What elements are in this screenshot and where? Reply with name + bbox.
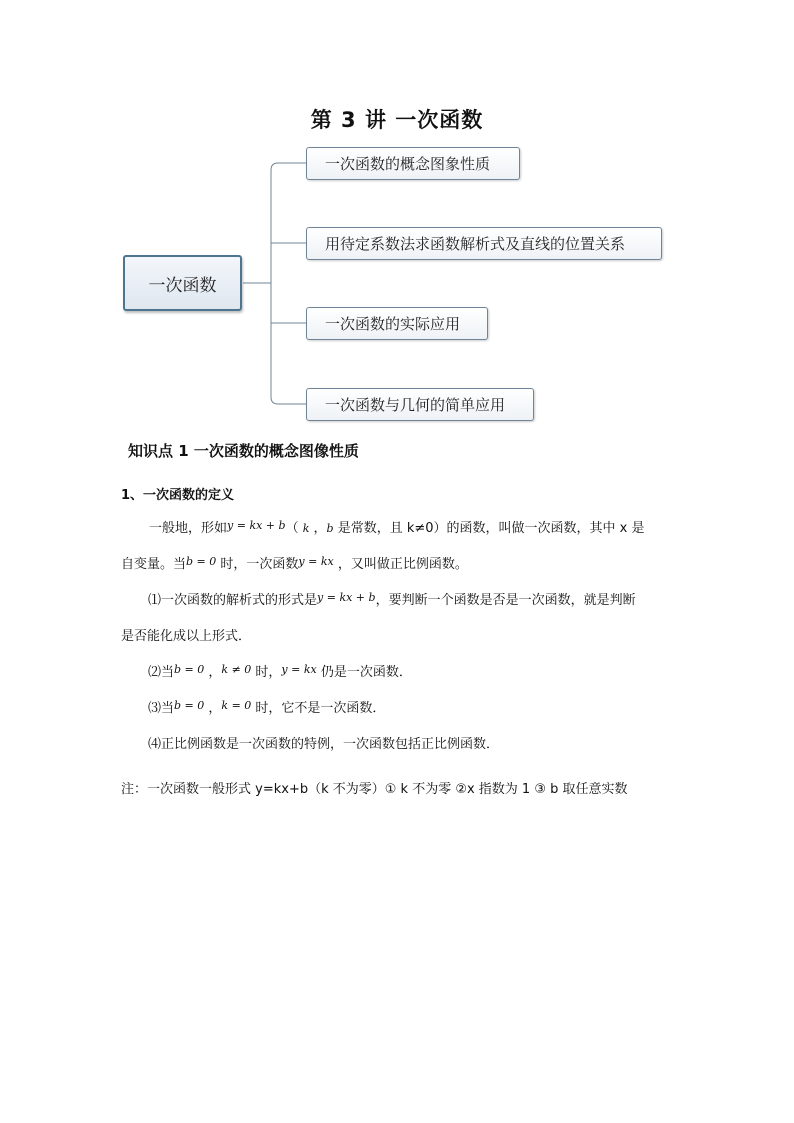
definition-line-1 [149, 517, 644, 536]
definition-text: 是常数，且 k≠0）的函数，叫做一次函数，其中 x 是 [333, 521, 645, 536]
note: 注：一次函数一般形式 y=kx+b（k 不为零）① k 不为零 ②x 指数为 1 ③ b 取任意实数 [121, 782, 628, 797]
definition-text: 一般地，形如 [149, 521, 228, 536]
point-text: ， [204, 701, 222, 716]
section-heading: 知识点 1 一次函数的概念图像性质 [128, 442, 359, 460]
mind-map-branch-undetermined-coefficients: 用待定系数法求函数解析式及直线的位置关系 [306, 227, 662, 260]
mind-map-branch-concept: 一次函数的概念图象性质 [306, 147, 520, 180]
mind-map-root: 一次函数 [123, 255, 242, 311]
page-title: 第 3 讲 一次函数 [310, 108, 484, 132]
condition: k ≠ 0 [221, 663, 252, 676]
point-text: 仍是一次函数． [316, 665, 412, 680]
formula: y = kx [281, 663, 317, 676]
definition-text: （ [285, 521, 303, 536]
formula: y = kx + b [227, 519, 286, 532]
definition-text: ，又叫做正比例函数。 [333, 557, 468, 572]
point-text: ，要判断一个函数是否是一次函数，就是判断 [375, 593, 636, 608]
mind-map-branch-geometry-application: 一次函数与几何的简单应用 [306, 388, 534, 421]
point-text: ， [204, 665, 222, 680]
point-text: 时， [251, 665, 282, 680]
variable-b: b [326, 522, 334, 535]
mind-map [0, 0, 794, 430]
formula: y = kx [298, 555, 334, 568]
condition: b = 0 [174, 699, 205, 712]
point-text: 时，它不是一次函数． [251, 701, 386, 716]
point-2 [148, 661, 412, 680]
subsection-heading: 1、一次函数的定义 [121, 488, 235, 503]
point-1-continued: 是否能化成以上形式． [121, 629, 252, 644]
definition-text: 自变量。当 [121, 557, 187, 572]
point-3 [148, 697, 385, 716]
point-1 [148, 589, 636, 608]
mind-map-branch-practical-application: 一次函数的实际应用 [306, 307, 488, 340]
definition-line-2 [121, 553, 468, 572]
point-text: ⑶当 [148, 701, 175, 716]
point-4: ⑷正比例函数是一次函数的特例，一次函数包括正比例函数． [148, 737, 500, 752]
definition-text: 时，一次函数 [216, 557, 299, 572]
condition: b = 0 [186, 555, 217, 568]
point-text: ⑵当 [148, 665, 175, 680]
definition-text: ， [309, 521, 327, 536]
point-text: ⑴一次函数的解析式的形式是 [148, 593, 318, 608]
variable-k: k [302, 522, 310, 535]
mind-map-connectors [0, 0, 794, 430]
condition: k = 0 [221, 699, 252, 712]
formula: y = kx + b [317, 591, 376, 604]
condition: b = 0 [174, 663, 205, 676]
